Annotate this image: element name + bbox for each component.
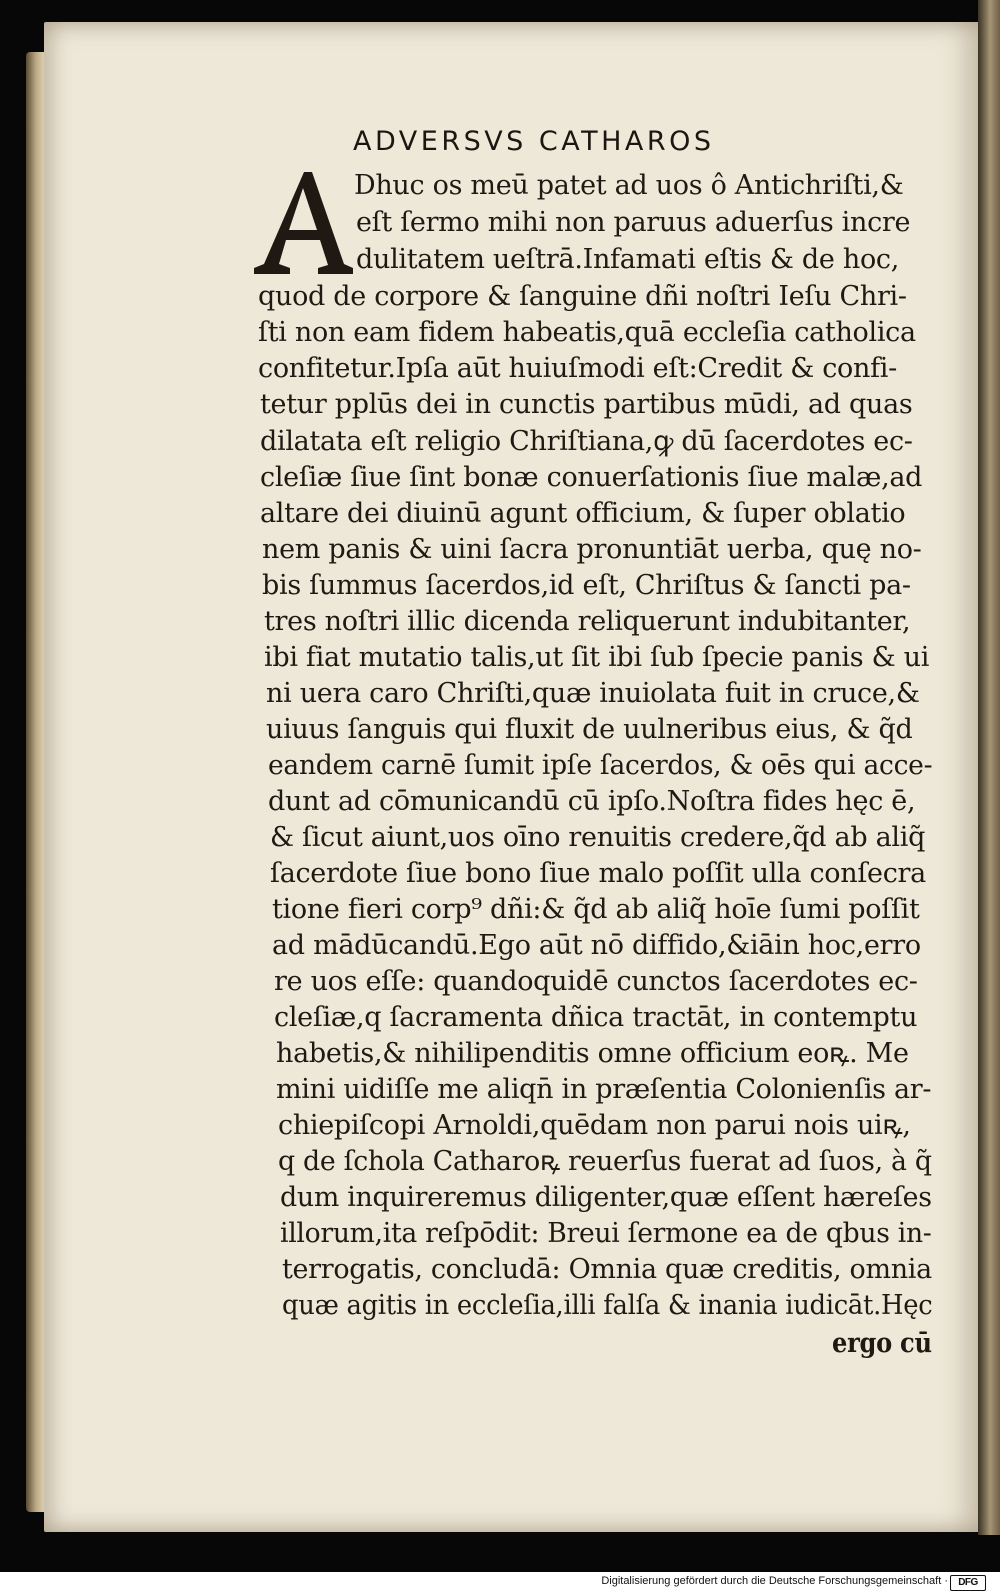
text-line: bis ſummus ſacerdos,id eſt, Chriſtus & ſancti pa- [262, 570, 911, 601]
text-line: re uos eſſe: quandoquidē cunctos ſacerdotes ec- [274, 966, 918, 997]
digitization-footer [0, 1572, 1000, 1592]
text-line: nem panis & uini ſacra pronuntiāt uerba, quę no- [262, 534, 922, 565]
text-line: eſt ſermo mihi non paruus aduerſus incre [356, 207, 911, 238]
running-head: ADVERSVS CATHAROS [353, 126, 715, 157]
dfg-logo-icon: DFG [950, 1575, 986, 1591]
text-line: mini uidiſſe me aliqn̄ in præſentia Colonienſis ar- [276, 1074, 932, 1105]
text-line: illorum,ita reſpōdit: Breui ſermone ea de qbus in- [280, 1218, 932, 1249]
text-line: eandem carnē ſumit ipſe ſacerdos, & oēs qui acce- [268, 750, 933, 781]
footer-credit: Digitalisierung gefördert durch die Deutsche Forschungsgemeinschaft · [601, 1575, 948, 1587]
text-line: quod de corpore & ſanguine dñi noſtri Ieſu Chri- [258, 281, 907, 312]
text-line: dum inquireremus diligenter,quæ eſſent hæreſes [280, 1182, 932, 1213]
text-line: tione fieri corp⁹ dñi:& q̃d ab aliq̃ hoīe ſumi poſſit [272, 894, 920, 925]
text-line: confitetur.Ipſa aūt huiuſmodi eſt:Credit & confi- [258, 353, 897, 384]
text-line: habetis,& nihilipenditis omne officium eoꝶ. Me [276, 1038, 909, 1069]
text-line: tetur pplūs dei in cunctis partibus mūdi, ad quas [260, 389, 913, 420]
text-line: ſacerdote ſiue bono ſiue malo poſſit ulla conſecra [270, 858, 926, 889]
text-line: dilatata eſt religio Chriſtiana,ꝙ dū ſacerdotes ec- [260, 426, 913, 457]
text-line: dunt ad cōmunicandū cū ipſo.Noſtra fides hęc ē, [268, 786, 916, 817]
text-line: Dhuc os meū patet ad uos ô Antichriſti,& [354, 170, 904, 201]
text-line: terrogatis, concludā: Omnia quæ creditis, omnia [282, 1254, 932, 1285]
text-line: ad mādūcandū.Ego aūt nō diffido,&iāin hoc,erro [272, 930, 921, 961]
text-line: cleſiæ,q ſacramenta dñica tractāt, in contemptu [274, 1002, 918, 1033]
text-line: tres noſtri illic dicenda reliquerunt indubitanter, [264, 606, 911, 637]
text-line: altare dei diuinū agunt officium, & ſuper oblatio [260, 498, 906, 529]
text-line: ni uera caro Chriſti,quæ inuiolata fuit in cruce,& [266, 678, 920, 709]
text-line: q de ſchola Catharoꝶ reuerſus fuerat ad ſuos, à q̃ [278, 1146, 932, 1177]
text-line: dulitatem ueſtrā.Infamati eſtis & de hoc, [356, 244, 900, 275]
text-line: uiuus ſanguis qui fluxit de uulneribus eius, & q̃d [266, 714, 913, 745]
text-line: ibi fiat mutatio talis,ut ſit ibi ſub ſpecie panis & ui [264, 642, 930, 673]
text-line: & ſicut aiunt,uos oīno renuitis credere,q̃d ab aliq̃ [270, 822, 926, 853]
text-line: quæ agitis in eccleſia,illi falſa & inania iudicāt.Hęc [282, 1290, 933, 1321]
text-line: ſti non eam fidem habeatis,quā eccleſia catholica [258, 317, 916, 348]
text-line: chiepiſcopi Arnoldi,quēdam non parui nois uiꝶ, [278, 1110, 911, 1141]
catchword: ergo cū [832, 1328, 932, 1359]
text-line: cleſiæ ſiue ſint bonæ conuerſationis ſiue malæ,ad [260, 462, 923, 493]
